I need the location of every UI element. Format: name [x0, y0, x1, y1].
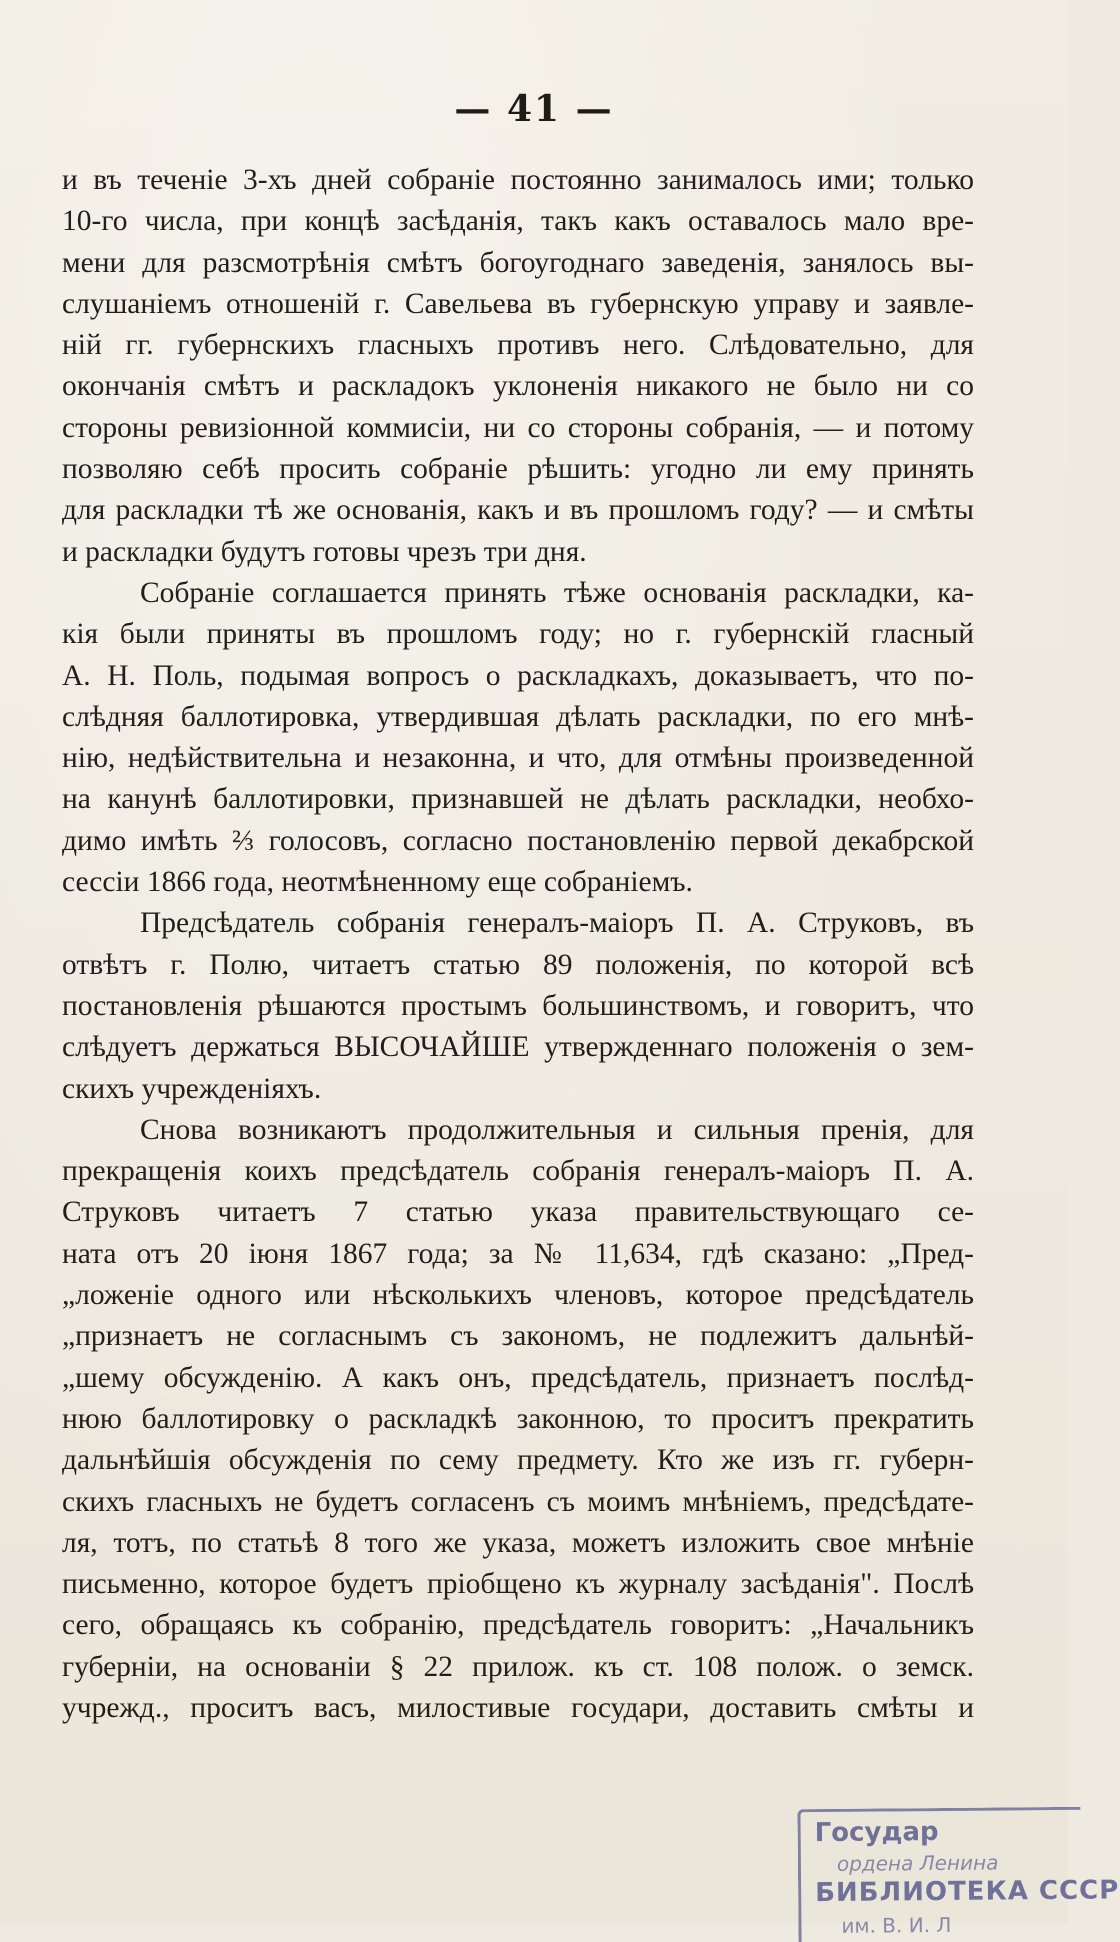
- text-line: позволяю себѣ просить собраніе рѣшить: угодно ли ему принять: [62, 453, 974, 486]
- body-text: [62, 160, 974, 1729]
- text-line: А. Н. Поль, подымая вопросъ о раскладкахъ, доказываетъ, что по-: [62, 659, 974, 692]
- stamp-text: ордена Ленина: [836, 1850, 999, 1876]
- text-line: 10-го числа, при концѣ засѣданія, такъ какъ оставалось мало вре-: [62, 205, 974, 238]
- stamp-text: Государ: [814, 1817, 939, 1849]
- text-line: кія были приняты въ прошломъ году; но г. губернскій гласный: [62, 618, 974, 651]
- text-line: димо имѣть ⅔ голосовъ, согласно постановленію первой декабрской: [62, 824, 974, 857]
- text-line: сессіи 1866 года, неотмѣненному еще собраніемъ.: [62, 866, 693, 899]
- text-line: на канунѣ баллотировки, признавшей не дѣлать раскладки, необхо-: [62, 783, 974, 816]
- text-line: нюю баллотировку о раскладкѣ законною, то проситъ прекратить: [62, 1402, 974, 1435]
- stamp-text: БИБЛИОТЕКА СССР: [815, 1875, 1120, 1909]
- paragraph-start-line: Снова возникаютъ продолжительныя и сильныя пренія, для: [140, 1113, 974, 1146]
- text-line: учрежд., проситъ васъ, милостивые государи, доставить смѣты и: [62, 1691, 974, 1724]
- text-line: сего, обращаясь къ собранію, предсѣдатель говоритъ: „Начальникъ: [62, 1609, 974, 1642]
- text-line: „шему обсужденію. А какъ онъ, предсѣдатель, признаетъ послѣд-: [62, 1361, 974, 1394]
- text-line: постановленія рѣшаются простымъ большинствомъ, и говоритъ, что: [62, 989, 974, 1022]
- text-line: „признаетъ не согласнымъ съ закономъ, не подлежитъ дальнѣй-: [62, 1320, 974, 1353]
- stamp-text: им. В. И. Л: [841, 1912, 952, 1938]
- text-line: нію, недѣйствительна и незаконна, и что, для отмѣны произведенной: [62, 742, 974, 775]
- library-stamp: [797, 1807, 1120, 1942]
- text-line: губерніи, на основаніи § 22 прилож. къ ст. 108 полож. о земск.: [62, 1650, 974, 1683]
- paragraph-start-line: Предсѣдатель собранія генералъ-маіоръ П. А. Струковъ, въ: [140, 907, 974, 940]
- text-line: и раскладки будутъ готовы чрезъ три дня.: [62, 535, 587, 568]
- text-line: мени для разсмотрѣнія смѣтъ богоугоднаго заведенія, занялось вы-: [62, 246, 974, 279]
- text-line: Струковъ читаетъ 7 статью указа правительствующаго се-: [62, 1196, 974, 1229]
- page-number: — 41 —: [454, 88, 614, 130]
- text-line: слушаніемъ отношеній г. Савельева въ губернскую управу и заявле-: [62, 287, 974, 320]
- text-line: отвѣтъ г. Полю, читаетъ статью 89 положенія, по которой всѣ: [62, 948, 974, 981]
- text-line: и въ теченіе 3-хъ дней собраніе постоянно занималось ими; только: [62, 164, 974, 196]
- text-line: окончанія смѣтъ и раскладокъ уклоненія никакого не было ни со: [62, 370, 974, 403]
- paragraph-start-line: Собраніе соглашается принять тѣже основанія раскладки, ка-: [140, 576, 974, 609]
- text-line: стороны ревизіонной коммисіи, ни со стороны собранія, — и потому: [62, 411, 974, 444]
- text-line: письменно, которое будетъ пріобщено къ журналу засѣданія". Послѣ: [62, 1568, 974, 1601]
- text-line: скихъ учрежденіяхъ.: [62, 1072, 322, 1105]
- text-line: слѣдуетъ держаться ВЫСОЧАЙШЕ утвержденнаго положенія о зем-: [62, 1031, 974, 1064]
- text-line: для раскладки тѣ же основанія, какъ и въ прошломъ году? — и смѣты: [62, 494, 974, 527]
- text-line: прекращенія коихъ предсѣдатель собранія генералъ-маіоръ П. А.: [62, 1155, 974, 1188]
- text-line: ля, тотъ, по статьѣ 8 того же указа, можетъ изложить свое мнѣніе: [62, 1526, 974, 1559]
- text-line: дальнѣйшія обсужденія по сему предмету. Кто же изъ гг. губерн-: [62, 1444, 974, 1477]
- text-line: ната отъ 20 іюня 1867 года; за № 11,634, гдѣ сказано: „Пред-: [62, 1237, 974, 1270]
- text-line: скихъ гласныхъ не будетъ согласенъ съ моимъ мнѣніемъ, предсѣдате-: [62, 1485, 974, 1518]
- text-line: ній гг. губернскихъ гласныхъ противъ него. Слѣдовательно, для: [62, 329, 974, 362]
- text-line: слѣдняя баллотировка, утвердившая дѣлать раскладки, по его мнѣ-: [62, 700, 974, 733]
- text-line: „ложеніе одного или нѣсколькихъ членовъ, которое предсѣдатель: [62, 1279, 974, 1312]
